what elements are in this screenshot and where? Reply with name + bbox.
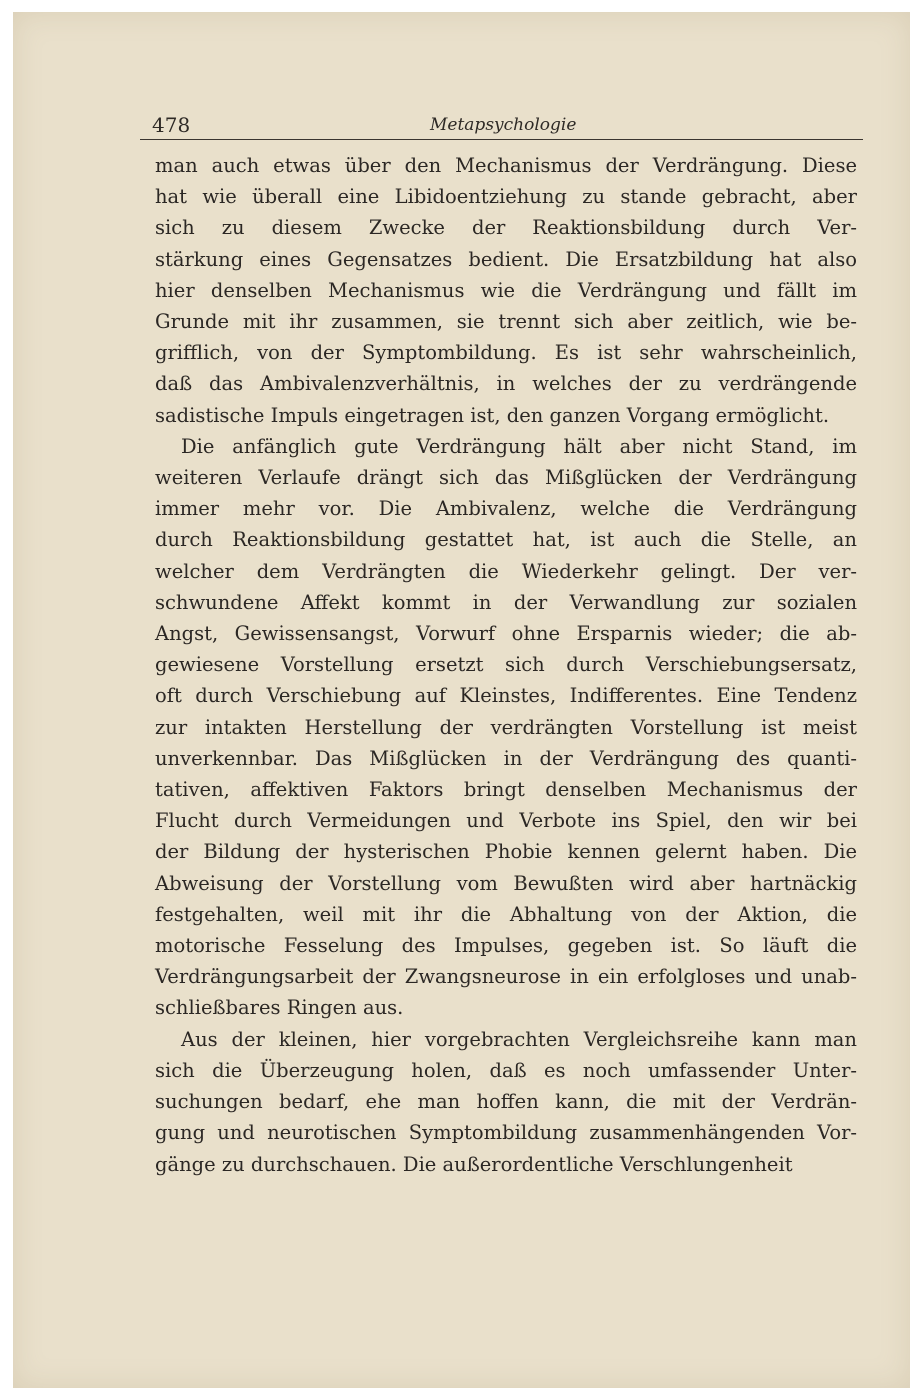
text-line: schwundene Affekt kommt in der Verwandlung zur sozialen <box>155 590 857 614</box>
text-line: oft durch Verschiebung auf Kleinstes, Indifferentes. Eine Tendenz <box>155 684 857 708</box>
text-line: sich zu diesem Zwecke der Reaktionsbildung durch Ver- <box>155 216 857 240</box>
text-line: Die anfänglich gute Verdrängung hält aber nicht Stand, im <box>181 434 857 458</box>
text-line: sadistische Impuls eingetragen ist, den ganzen Vorgang ermöglicht. <box>155 403 830 427</box>
text-line: Angst, Gewissensangst, Vorwurf ohne Ersparnis wieder; die ab- <box>155 622 857 646</box>
text-line: der Bildung der hysterischen Phobie kennen gelernt haben. Die <box>155 840 857 864</box>
text-line: stärkung eines Gegensatzes bedient. Die Ersatzbildung hat also <box>155 247 857 271</box>
text-line: motorische Fesselung des Impulses, gegeben ist. So läuft die <box>155 934 857 958</box>
text-line: gewiesene Vorstellung ersetzt sich durch Verschiebungsersatz, <box>155 653 857 677</box>
text-line: weiteren Verlaufe drängt sich das Mißglücken der Verdrängung <box>155 466 857 490</box>
text-line: festgehalten, weil mit ihr die Abhaltung von der Aktion, die <box>155 902 857 926</box>
text-line: suchungen bedarf, ehe man hoffen kann, die mit der Verdrän- <box>155 1090 857 1114</box>
text-line: gung und neurotischen Symptombildung zusammenhängenden Vor- <box>155 1121 857 1145</box>
text-line: welcher dem Verdrängten die Wiederkehr gelingt. Der ver- <box>155 559 857 583</box>
page-number: 478 <box>152 113 191 137</box>
running-title: Metapsychologie <box>430 115 577 135</box>
body-text <box>155 150 857 1180</box>
text-line: sich die Überzeugung holen, daß es noch umfassender Unter- <box>155 1058 857 1082</box>
text-line: gänge zu durchschauen. Die außerordentliche Verschlungenheit <box>155 1152 793 1176</box>
text-line: hat wie überall eine Libidoentziehung zu stande gebracht, aber <box>155 185 857 209</box>
text-line: grifflich, von der Symptombildung. Es ist sehr wahrscheinlich, <box>155 341 857 365</box>
text-line: hier denselben Mechanismus wie die Verdrängung und fällt im <box>155 278 857 302</box>
paragraph <box>155 431 857 1024</box>
text-line: schließbares Ringen aus. <box>155 996 404 1020</box>
text-line: Flucht durch Vermeidungen und Verbote ins Spiel, den wir bei <box>155 809 857 833</box>
text-line: unverkennbar. Das Mißglücken in der Verdrängung des quanti- <box>155 746 857 770</box>
text-line: immer mehr vor. Die Ambivalenz, welche die Verdrängung <box>155 497 857 521</box>
text-line: Abweisung der Vorstellung vom Bewußten wird aber hartnäckig <box>155 871 857 895</box>
paragraph <box>155 150 857 431</box>
text-line: durch Reaktionsbildung gestattet hat, ist auch die Stelle, an <box>155 528 857 552</box>
page-header <box>140 103 863 140</box>
text-line: daß das Ambivalenzverhältnis, in welches der zu verdrängende <box>155 372 857 396</box>
text-line: Grunde mit ihr zusammen, sie trennt sich aber zeitlich, wie be- <box>155 310 857 334</box>
text-line: Aus der kleinen, hier vorgebrachten Vergleichsreihe kann man <box>181 1027 857 1051</box>
text-line: tativen, affektiven Faktors bringt denselben Mechanismus der <box>155 778 857 802</box>
paragraph <box>155 1024 857 1180</box>
text-line: Verdrängungsarbeit der Zwangsneurose in ein erfolgloses und unab- <box>155 965 857 989</box>
text-line: man auch etwas über den Mechanismus der Verdrängung. Diese <box>155 154 857 177</box>
text-line: zur intakten Herstellung der verdrängten Vorstellung ist meist <box>155 715 857 739</box>
